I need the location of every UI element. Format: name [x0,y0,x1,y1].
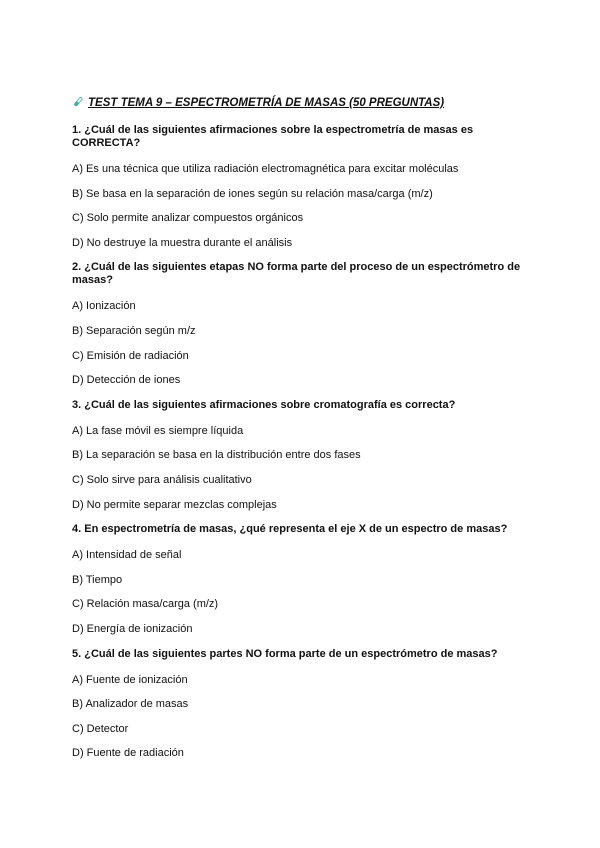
option-a: A) Es una técnica que utiliza radiación electromagnética para excitar moléculas [72,163,459,175]
option-d: D) Energía de ionización [72,622,193,635]
question-text: 4. En espectrometría de masas, ¿qué representa el eje X de un espectro de masas? [72,523,508,536]
option-d: D) No permite separar mezclas complejas [72,498,277,511]
option-b: B) Separación según m/z [72,324,196,337]
option-b: B) Analizador de masas [72,698,189,711]
document-title [72,96,444,109]
question-text: 1. ¿Cuál de las siguientes afirmaciones sobre la espectrometría de masas es CORRECTA? [72,124,474,149]
question-text: 3. ¿Cuál de las siguientes afirmaciones sobre cromatografía es correcta? [72,398,456,411]
option-d: D) No destruye la muestra durante el análisis [72,236,293,249]
option-c: C) Relación masa/carga (m/z) [72,598,219,611]
option-b: B) Se basa en la separación de iones según su relación masa/carga (m/z) [72,187,433,200]
question-text: 2. ¿Cuál de las siguientes etapas NO forma parte del proceso de un espectrómetro de masas? [72,261,521,287]
option-c: C) Detector [72,722,129,735]
question-4 [72,523,532,636]
question-5 [72,648,532,761]
option-a: A) Intensidad de señal [72,549,182,562]
option-c: C) Emisión de radiación [72,349,189,362]
option-d: D) Fuente de radiación [72,747,184,760]
question-text: 5. ¿Cuál de las siguientes partes NO forma parte de un espectrómetro de masas? [72,647,498,660]
document-title-text: TEST TEMA 9 – ESPECTROMETRÍA DE MASAS (50 PREGUNTAS) [88,97,445,109]
question-1 [72,124,532,250]
question-3 [72,399,532,512]
test-tube-icon [72,96,84,108]
option-b: B) Tiempo [72,573,123,586]
option-d: D) Detección de iones [72,374,181,387]
option-c: C) Solo permite analizar compuestos orgánicos [72,212,304,225]
option-c: C) Solo sirve para análisis cualitativo [72,473,252,486]
option-b: B) La separación se basa en la distribución entre dos fases [72,449,361,462]
question-2 [72,261,532,387]
option-a: A) La fase móvil es siempre líquida [72,424,244,437]
option-a: A) Fuente de ionización [72,673,188,686]
question-list [72,124,532,772]
option-a: A) Ionización [72,300,136,313]
